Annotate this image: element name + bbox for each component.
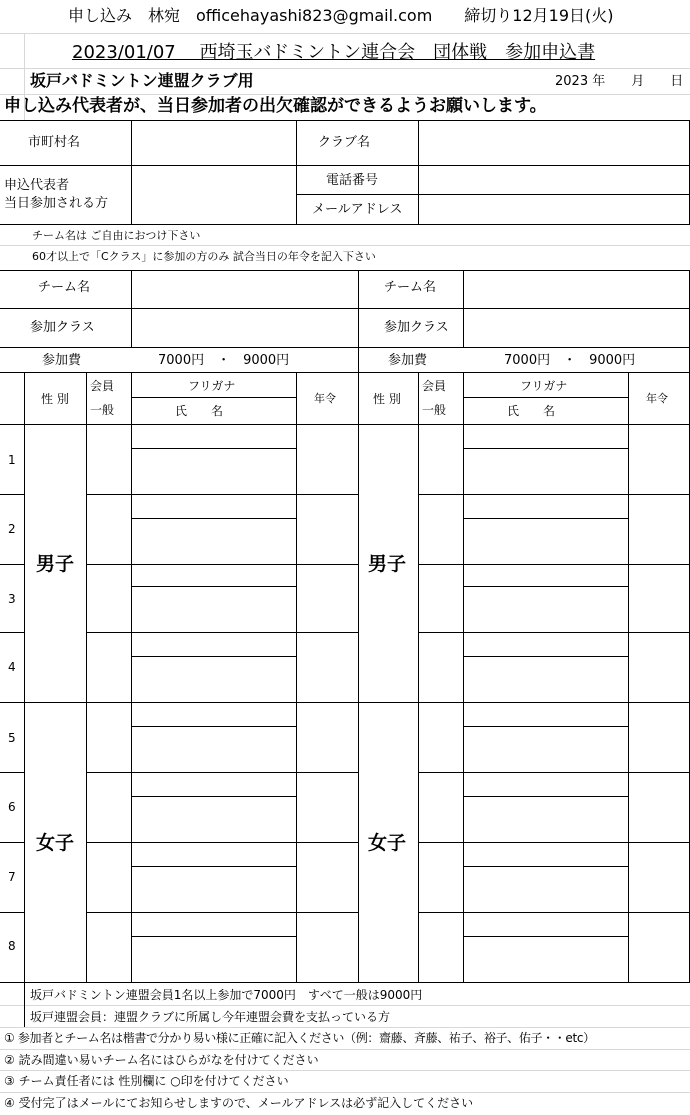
grid-line [86,564,358,565]
row-number: 1 [8,453,16,467]
age-header-left: 年令 [314,392,336,405]
grid-line [463,796,628,797]
grid-line [0,702,690,703]
grid-line [86,372,87,982]
phone-field[interactable] [418,166,689,194]
female-label-right: 女子 [368,832,407,854]
grid-line [418,632,690,633]
fee-label-right: 参加費 [388,353,428,368]
grid-line [0,982,690,983]
class-label-left: 参加クラス [30,320,95,335]
furigana-header-left: フリガナ [188,379,236,393]
fee-note-2: 坂戸連盟会員：連盟クラブに所属し今年連盟会費を支払っている方 [30,1010,391,1024]
age-header-right: 年令 [646,392,668,405]
grid-line [296,194,690,195]
grid-line [0,494,24,495]
grid-line [0,347,690,348]
date-label: 2023 年 月 日 [555,74,684,89]
grid-line [0,772,24,773]
grid-line [24,982,25,1027]
email-field[interactable] [418,195,689,224]
class-label-right: 参加クラス [384,320,449,335]
fee-value-left: 7000円 ・ 9000円 [158,353,290,368]
grid-line [131,120,132,224]
grid-line [131,796,296,797]
grid-line [0,424,690,425]
grid-line [418,912,690,913]
general-header-left: 一般 [90,403,115,417]
gender-header-left: 性 別 [41,392,69,406]
note-team-name: チーム名は ご自由におつけ下さい [32,229,201,242]
gender-header-right: 性 別 [373,392,401,406]
grid-line [131,866,296,867]
member-header-left: 会員 [90,379,115,393]
male-label-left: 男子 [36,553,75,575]
name-header-right: 氏 名 [507,404,556,418]
row-number: 8 [8,939,16,953]
grid-line [463,586,628,587]
grid-line [0,270,690,271]
grid-line [358,372,359,982]
form-title: 2023/01/07 西埼玉バドミントン連合会 団体戦 参加申込書 [72,42,596,63]
grid-line [418,372,419,982]
grid-line [463,372,464,982]
note-2: ② 読み間違い易いチーム名にはひらがなを付けてください [4,1053,319,1067]
grid-line [131,518,296,519]
grid-line [0,842,24,843]
request-line: 申し込み代表者が、当日参加者の出欠確認ができるようお願いします。 [4,96,547,116]
contact-line: 申し込み 林宛 officehayashi823@gmail.com 締切り12月19日(火) [68,6,614,25]
team-name-label-left: チーム名 [38,280,91,295]
row-number: 6 [8,800,16,814]
grid-line [24,372,25,982]
club-label: 坂戸バドミントン連盟クラブ用 [30,71,254,90]
grid-line [0,1070,690,1071]
note-3: ③ チーム責任者には 性別欄に ○印を付けてください [4,1074,289,1088]
note-1: ① 参加者とチーム名は楷書で分かり易い様に正確に記入ください（例：齋藤、斉藤、祐子、裕子、佑子・・etc） [4,1031,595,1045]
team-name-label-right: チーム名 [384,280,437,295]
phone-label: 電話番号 [326,173,379,188]
grid-line [463,656,628,657]
male-label-right: 男子 [368,553,407,575]
grid-line [0,1092,690,1093]
grid-line [296,372,297,982]
city-label: 市町村名 [28,135,81,150]
row-number: 5 [8,731,16,745]
grid-line [0,1049,690,1050]
class-field-right[interactable] [463,309,689,347]
furigana-header-right: フリガナ [520,379,568,393]
name-header-left: 氏 名 [175,404,224,418]
grid-line [0,224,690,225]
team-name-field-right[interactable] [463,271,689,308]
grid-line [0,165,690,166]
grid-line [0,912,24,913]
grid-line [131,448,296,449]
grid-line [418,564,690,565]
grid-line [0,245,690,246]
female-label-left: 女子 [36,832,75,854]
club-name-field[interactable] [418,121,689,165]
grid-line [463,397,629,398]
note-4: ④ 受付完了はメールにてお知らせしますので、メールアドレスは必ず記入してください [4,1096,474,1110]
row-number: 4 [8,660,16,674]
fee-value-right: 7000円 ・ 9000円 [504,353,636,368]
grid-line [131,270,132,347]
grid-line [418,494,690,495]
grid-line [296,120,297,224]
general-header-right: 一般 [422,403,447,417]
member-header-right: 会員 [422,379,447,393]
rep-label-1: 申込代表者 [4,178,70,193]
class-field-left[interactable] [131,309,358,347]
grid-line [0,308,690,309]
grid-line [86,494,358,495]
grid-line [0,632,24,633]
grid-line [86,772,358,773]
grid-line [463,448,628,449]
club-name-label: クラブ名 [318,135,371,150]
grid-line [131,586,296,587]
city-field[interactable] [131,121,296,165]
grid-line [358,270,359,372]
grid-line [131,372,132,982]
row-number: 3 [8,592,16,606]
grid-line [0,120,690,121]
grid-line [463,270,464,347]
grid-line [463,518,628,519]
grid-line [463,936,628,937]
grid-line [86,912,358,913]
grid-line [463,726,628,727]
row-number: 7 [8,870,16,884]
row-number: 2 [8,522,16,536]
grid-line [0,564,24,565]
grid-line [131,936,296,937]
grid-line [628,372,629,982]
grid-line [131,656,296,657]
grid-line [418,772,690,773]
fee-label-left: 参加費 [42,353,82,368]
grid-line [463,866,628,867]
grid-line [418,120,419,224]
grid-line [0,94,690,95]
grid-line [86,632,358,633]
grid-line [0,1027,690,1028]
grid-line [418,842,690,843]
grid-line [0,68,690,69]
grid-line [24,34,25,120]
note-age: 60才以上で「Cクラス」に参加の方のみ 試合当日の年令を記入下さい [32,250,376,263]
grid-line [0,372,690,373]
rep-name-field[interactable] [131,166,296,224]
rep-label-2: 当日参加される方 [4,196,109,211]
grid-line [0,1005,690,1006]
team-name-field-left[interactable] [131,271,358,308]
fee-note-1: 坂戸バドミントン連盟会員1名以上参加で7000円 すべて一般は9000円 [30,988,423,1002]
grid-line [0,33,690,34]
grid-line [131,397,297,398]
grid-line [86,842,358,843]
email-label: メールアドレス [312,202,403,217]
grid-line [131,726,296,727]
